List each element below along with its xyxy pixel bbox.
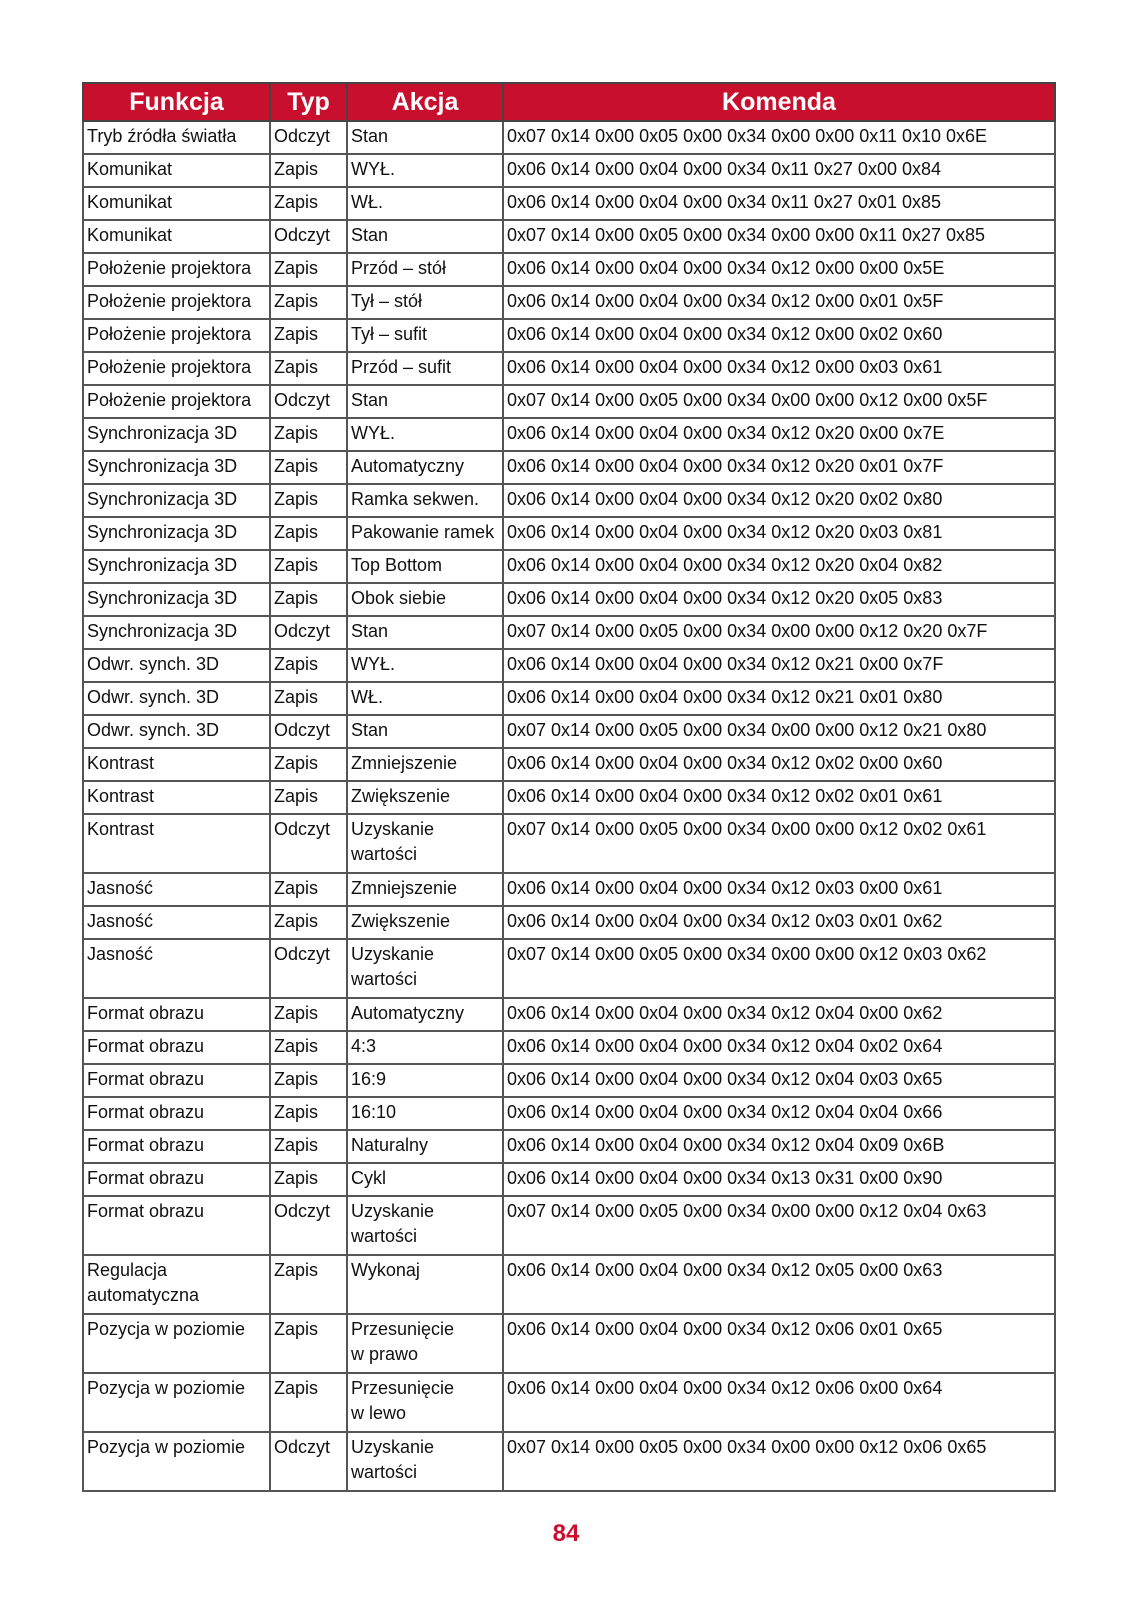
- cell-funkcja: Pozycja w poziomie: [83, 1314, 270, 1373]
- cell-komenda: 0x06 0x14 0x00 0x04 0x00 0x34 0x12 0x00 0x02 0x60: [503, 319, 1055, 352]
- cell-akcja: Tył – sufit: [347, 319, 503, 352]
- cell-akcja: WYŁ.: [347, 154, 503, 187]
- cell-komenda: 0x06 0x14 0x00 0x04 0x00 0x34 0x12 0x06 0x00 0x64: [503, 1373, 1055, 1432]
- header-komenda: Komenda: [503, 83, 1055, 121]
- cell-typ: Zapis: [270, 1255, 347, 1314]
- cell-typ: Zapis: [270, 1130, 347, 1163]
- cell-typ: Odczyt: [270, 385, 347, 418]
- table-row: [83, 220, 1055, 253]
- cell-typ: Odczyt: [270, 616, 347, 649]
- table-row: [83, 187, 1055, 220]
- cell-akcja: Uzyskanie wartości: [347, 1432, 503, 1491]
- cell-funkcja: Pozycja w poziomie: [83, 1373, 270, 1432]
- cell-akcja: 16:10: [347, 1097, 503, 1130]
- cell-komenda: 0x06 0x14 0x00 0x04 0x00 0x34 0x12 0x20 0x01 0x7F: [503, 451, 1055, 484]
- cell-komenda: 0x07 0x14 0x00 0x05 0x00 0x34 0x00 0x00 0x11 0x10 0x6E: [503, 121, 1055, 154]
- cell-komenda: 0x06 0x14 0x00 0x04 0x00 0x34 0x12 0x21 0x00 0x7F: [503, 649, 1055, 682]
- table-row: [83, 682, 1055, 715]
- table-header-row: [83, 83, 1055, 121]
- cell-typ: Zapis: [270, 451, 347, 484]
- table-row: [83, 484, 1055, 517]
- table-row: [83, 1031, 1055, 1064]
- cell-funkcja: Synchronizacja 3D: [83, 517, 270, 550]
- table-row: [83, 121, 1055, 154]
- cell-akcja: Wykonaj: [347, 1255, 503, 1314]
- cell-typ: Zapis: [270, 1373, 347, 1432]
- table-row: [83, 517, 1055, 550]
- table-row: [83, 451, 1055, 484]
- cell-akcja: Stan: [347, 121, 503, 154]
- cell-funkcja: Synchronizacja 3D: [83, 550, 270, 583]
- cell-funkcja: Jasność: [83, 906, 270, 939]
- cell-komenda: 0x06 0x14 0x00 0x04 0x00 0x34 0x12 0x20 0x04 0x82: [503, 550, 1055, 583]
- cell-akcja: Przód – sufit: [347, 352, 503, 385]
- cell-komenda: 0x06 0x14 0x00 0x04 0x00 0x34 0x12 0x20 0x03 0x81: [503, 517, 1055, 550]
- cell-komenda: 0x07 0x14 0x00 0x05 0x00 0x34 0x00 0x00 0x12 0x21 0x80: [503, 715, 1055, 748]
- table-row: [83, 715, 1055, 748]
- cell-komenda: 0x06 0x14 0x00 0x04 0x00 0x34 0x12 0x06 0x01 0x65: [503, 1314, 1055, 1373]
- table-row: [83, 814, 1055, 873]
- cell-typ: Zapis: [270, 873, 347, 906]
- cell-akcja: Pakowanie ramek: [347, 517, 503, 550]
- cell-funkcja: Tryb źródła światła: [83, 121, 270, 154]
- table-row: [83, 352, 1055, 385]
- header-funkcja: Funkcja: [83, 83, 270, 121]
- cell-akcja: Tył – stół: [347, 286, 503, 319]
- cell-typ: Zapis: [270, 998, 347, 1031]
- table-row: [83, 253, 1055, 286]
- cell-komenda: 0x06 0x14 0x00 0x04 0x00 0x34 0x11 0x27 0x00 0x84: [503, 154, 1055, 187]
- cell-funkcja: Kontrast: [83, 781, 270, 814]
- cell-komenda: 0x06 0x14 0x00 0x04 0x00 0x34 0x12 0x05 0x00 0x63: [503, 1255, 1055, 1314]
- command-table: [82, 82, 1056, 1492]
- cell-typ: Odczyt: [270, 1196, 347, 1255]
- table-row: [83, 1097, 1055, 1130]
- cell-typ: Zapis: [270, 286, 347, 319]
- cell-komenda: 0x06 0x14 0x00 0x04 0x00 0x34 0x12 0x20 0x05 0x83: [503, 583, 1055, 616]
- cell-typ: Zapis: [270, 319, 347, 352]
- table-row: [83, 873, 1055, 906]
- cell-funkcja: Komunikat: [83, 220, 270, 253]
- cell-typ: Zapis: [270, 1064, 347, 1097]
- cell-funkcja: Pozycja w poziomie: [83, 1432, 270, 1491]
- cell-akcja: 16:9: [347, 1064, 503, 1097]
- page-number: 84: [552, 1520, 580, 1547]
- cell-akcja: Zwiększenie: [347, 781, 503, 814]
- cell-akcja: Automatyczny: [347, 998, 503, 1031]
- cell-akcja: Uzyskanie wartości: [347, 939, 503, 998]
- table-row: [83, 1255, 1055, 1314]
- cell-funkcja: Format obrazu: [83, 1163, 270, 1196]
- cell-funkcja: Komunikat: [83, 187, 270, 220]
- cell-akcja: Naturalny: [347, 1130, 503, 1163]
- cell-akcja: Przesunięcie w lewo: [347, 1373, 503, 1432]
- cell-akcja: Stan: [347, 616, 503, 649]
- cell-komenda: 0x06 0x14 0x00 0x04 0x00 0x34 0x12 0x04 0x02 0x64: [503, 1031, 1055, 1064]
- cell-funkcja: Synchronizacja 3D: [83, 484, 270, 517]
- table-row: [83, 781, 1055, 814]
- cell-komenda: 0x06 0x14 0x00 0x04 0x00 0x34 0x12 0x20 0x00 0x7E: [503, 418, 1055, 451]
- table-row: [83, 1163, 1055, 1196]
- table-row: [83, 385, 1055, 418]
- header-akcja: Akcja: [347, 83, 503, 121]
- cell-akcja: WŁ.: [347, 682, 503, 715]
- cell-akcja: WYŁ.: [347, 418, 503, 451]
- cell-typ: Zapis: [270, 517, 347, 550]
- cell-akcja: Obok siebie: [347, 583, 503, 616]
- header-typ: Typ: [270, 83, 347, 121]
- cell-typ: Zapis: [270, 1031, 347, 1064]
- cell-akcja: Zmniejszenie: [347, 748, 503, 781]
- table-row: [83, 1314, 1055, 1373]
- cell-komenda: 0x06 0x14 0x00 0x04 0x00 0x34 0x12 0x03 0x00 0x61: [503, 873, 1055, 906]
- cell-funkcja: Położenie projektora: [83, 286, 270, 319]
- cell-akcja: Top Bottom: [347, 550, 503, 583]
- cell-typ: Zapis: [270, 187, 347, 220]
- table-row: [83, 939, 1055, 998]
- cell-akcja: WŁ.: [347, 187, 503, 220]
- table-row: [83, 906, 1055, 939]
- cell-funkcja: Kontrast: [83, 814, 270, 873]
- table-row: [83, 748, 1055, 781]
- cell-akcja: 4:3: [347, 1031, 503, 1064]
- cell-akcja: WYŁ.: [347, 649, 503, 682]
- cell-funkcja: Położenie projektora: [83, 253, 270, 286]
- cell-funkcja: Format obrazu: [83, 998, 270, 1031]
- cell-komenda: 0x06 0x14 0x00 0x04 0x00 0x34 0x12 0x04 0x04 0x66: [503, 1097, 1055, 1130]
- cell-akcja: Stan: [347, 385, 503, 418]
- cell-typ: Zapis: [270, 352, 347, 385]
- cell-funkcja: Regulacja automatyczna: [83, 1255, 270, 1314]
- cell-komenda: 0x06 0x14 0x00 0x04 0x00 0x34 0x12 0x00 0x01 0x5F: [503, 286, 1055, 319]
- table-row: [83, 1432, 1055, 1491]
- cell-komenda: 0x07 0x14 0x00 0x05 0x00 0x34 0x00 0x00 0x11 0x27 0x85: [503, 220, 1055, 253]
- cell-funkcja: Odwr. synch. 3D: [83, 715, 270, 748]
- cell-funkcja: Format obrazu: [83, 1130, 270, 1163]
- cell-funkcja: Format obrazu: [83, 1031, 270, 1064]
- cell-komenda: 0x07 0x14 0x00 0x05 0x00 0x34 0x00 0x00 0x12 0x00 0x5F: [503, 385, 1055, 418]
- cell-akcja: Stan: [347, 715, 503, 748]
- cell-akcja: Przód – stół: [347, 253, 503, 286]
- cell-typ: Zapis: [270, 649, 347, 682]
- table-row: [83, 286, 1055, 319]
- cell-funkcja: Komunikat: [83, 154, 270, 187]
- table-body: [83, 121, 1055, 1491]
- cell-typ: Odczyt: [270, 220, 347, 253]
- cell-akcja: Zmniejszenie: [347, 873, 503, 906]
- cell-akcja: Cykl: [347, 1163, 503, 1196]
- cell-akcja: Zwiększenie: [347, 906, 503, 939]
- cell-typ: Odczyt: [270, 1432, 347, 1491]
- table-row: [83, 998, 1055, 1031]
- cell-akcja: Uzyskanie wartości: [347, 814, 503, 873]
- cell-typ: Zapis: [270, 154, 347, 187]
- cell-funkcja: Położenie projektora: [83, 352, 270, 385]
- cell-funkcja: Jasność: [83, 873, 270, 906]
- cell-komenda: 0x06 0x14 0x00 0x04 0x00 0x34 0x12 0x04 0x03 0x65: [503, 1064, 1055, 1097]
- cell-typ: Odczyt: [270, 939, 347, 998]
- cell-komenda: 0x07 0x14 0x00 0x05 0x00 0x34 0x00 0x00 0x12 0x06 0x65: [503, 1432, 1055, 1491]
- table-row: [83, 1196, 1055, 1255]
- cell-typ: Zapis: [270, 781, 347, 814]
- cell-typ: Zapis: [270, 906, 347, 939]
- cell-typ: Odczyt: [270, 121, 347, 154]
- cell-komenda: 0x06 0x14 0x00 0x04 0x00 0x34 0x12 0x00 0x00 0x5E: [503, 253, 1055, 286]
- table-row: [83, 616, 1055, 649]
- cell-typ: Odczyt: [270, 814, 347, 873]
- cell-typ: Zapis: [270, 550, 347, 583]
- cell-typ: Zapis: [270, 1163, 347, 1196]
- cell-komenda: 0x06 0x14 0x00 0x04 0x00 0x34 0x13 0x31 0x00 0x90: [503, 1163, 1055, 1196]
- table-row: [83, 550, 1055, 583]
- table-row: [83, 418, 1055, 451]
- cell-komenda: 0x07 0x14 0x00 0x05 0x00 0x34 0x00 0x00 0x12 0x04 0x63: [503, 1196, 1055, 1255]
- cell-komenda: 0x07 0x14 0x00 0x05 0x00 0x34 0x00 0x00 0x12 0x02 0x61: [503, 814, 1055, 873]
- cell-funkcja: Synchronizacja 3D: [83, 583, 270, 616]
- cell-typ: Zapis: [270, 748, 347, 781]
- cell-komenda: 0x06 0x14 0x00 0x04 0x00 0x34 0x11 0x27 0x01 0x85: [503, 187, 1055, 220]
- cell-komenda: 0x06 0x14 0x00 0x04 0x00 0x34 0x12 0x20 0x02 0x80: [503, 484, 1055, 517]
- cell-typ: Zapis: [270, 253, 347, 286]
- table-row: [83, 649, 1055, 682]
- cell-funkcja: Format obrazu: [83, 1064, 270, 1097]
- table-row: [83, 1064, 1055, 1097]
- cell-komenda: 0x06 0x14 0x00 0x04 0x00 0x34 0x12 0x02 0x01 0x61: [503, 781, 1055, 814]
- cell-komenda: 0x06 0x14 0x00 0x04 0x00 0x34 0x12 0x04 0x00 0x62: [503, 998, 1055, 1031]
- cell-funkcja: Położenie projektora: [83, 319, 270, 352]
- cell-akcja: Stan: [347, 220, 503, 253]
- cell-typ: Odczyt: [270, 715, 347, 748]
- cell-akcja: Przesunięcie w prawo: [347, 1314, 503, 1373]
- cell-funkcja: Kontrast: [83, 748, 270, 781]
- cell-funkcja: Jasność: [83, 939, 270, 998]
- cell-funkcja: Położenie projektora: [83, 385, 270, 418]
- cell-typ: Zapis: [270, 484, 347, 517]
- cell-funkcja: Format obrazu: [83, 1196, 270, 1255]
- cell-typ: Zapis: [270, 418, 347, 451]
- cell-akcja: Uzyskanie wartości: [347, 1196, 503, 1255]
- cell-komenda: 0x06 0x14 0x00 0x04 0x00 0x34 0x12 0x21 0x01 0x80: [503, 682, 1055, 715]
- table-row: [83, 583, 1055, 616]
- cell-akcja: Ramka sekwen.: [347, 484, 503, 517]
- cell-komenda: 0x07 0x14 0x00 0x05 0x00 0x34 0x00 0x00 0x12 0x20 0x7F: [503, 616, 1055, 649]
- table-row: [83, 1130, 1055, 1163]
- cell-funkcja: Synchronizacja 3D: [83, 451, 270, 484]
- cell-funkcja: Synchronizacja 3D: [83, 418, 270, 451]
- cell-funkcja: Odwr. synch. 3D: [83, 649, 270, 682]
- cell-akcja: Automatyczny: [347, 451, 503, 484]
- cell-komenda: 0x06 0x14 0x00 0x04 0x00 0x34 0x12 0x00 0x03 0x61: [503, 352, 1055, 385]
- table-row: [83, 1373, 1055, 1432]
- cell-typ: Zapis: [270, 1097, 347, 1130]
- cell-funkcja: Odwr. synch. 3D: [83, 682, 270, 715]
- cell-typ: Zapis: [270, 682, 347, 715]
- cell-komenda: 0x07 0x14 0x00 0x05 0x00 0x34 0x00 0x00 0x12 0x03 0x62: [503, 939, 1055, 998]
- cell-komenda: 0x06 0x14 0x00 0x04 0x00 0x34 0x12 0x02 0x00 0x60: [503, 748, 1055, 781]
- table-row: [83, 319, 1055, 352]
- cell-komenda: 0x06 0x14 0x00 0x04 0x00 0x34 0x12 0x04 0x09 0x6B: [503, 1130, 1055, 1163]
- cell-typ: Zapis: [270, 1314, 347, 1373]
- cell-typ: Zapis: [270, 583, 347, 616]
- cell-funkcja: Format obrazu: [83, 1097, 270, 1130]
- cell-komenda: 0x06 0x14 0x00 0x04 0x00 0x34 0x12 0x03 0x01 0x62: [503, 906, 1055, 939]
- table-row: [83, 154, 1055, 187]
- cell-funkcja: Synchronizacja 3D: [83, 616, 270, 649]
